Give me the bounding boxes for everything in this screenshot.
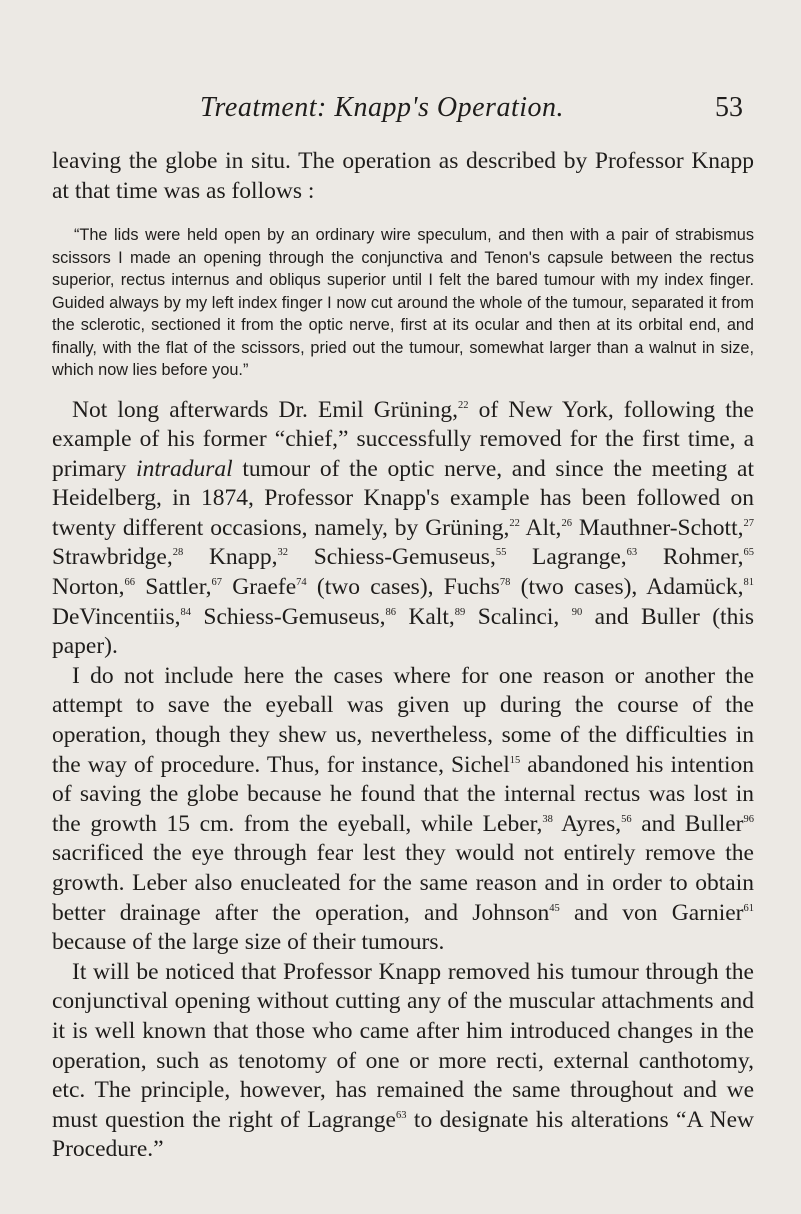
text-run: sacrificed the eye through fear lest they would not entirely remove the growth. Leber also enucleated for the same reason and in order to obtain better drainage after the operation, and Johnson bbox=[52, 840, 754, 926]
text-run: It will be noticed that Professor Knapp removed his tumour through the conjunctival opening without cutting any of the muscular attachments and it is well known that those who came after him introduced changes in the operation, such as tenotomy of one or more recti, external canthotomy, etc. The principle, however, has remained the same throughout and we must question the right of Lagrange bbox=[52, 958, 754, 1133]
text-run: tumour of the optic nerve, and since the meeting at Heidelberg, in 1874, Professor Knapp's example has been followed on twenty different occasions, namely, by Grüning, bbox=[52, 455, 754, 541]
paragraph-abandoned-cases bbox=[52, 662, 754, 958]
reference-marker: 96 bbox=[743, 813, 755, 825]
text-run: Schiess-Gemuseus, bbox=[190, 603, 386, 630]
text-run: because of the large size of their tumours. bbox=[52, 929, 445, 956]
reference-marker: 84 bbox=[180, 606, 191, 618]
text-run: Mauthner-Schott, bbox=[571, 514, 744, 541]
reference-marker: 28 bbox=[172, 547, 184, 559]
text-run: (two cases), Fuchs bbox=[306, 574, 500, 601]
reference-marker: 78 bbox=[499, 577, 511, 589]
reference-marker: 38 bbox=[542, 813, 553, 825]
text-run: Norton, bbox=[52, 574, 125, 601]
reference-marker: 86 bbox=[385, 606, 397, 618]
text-run: and Buller bbox=[631, 810, 744, 837]
text-run: Not long afterwards Dr. Emil Grüning, bbox=[72, 396, 458, 423]
lead-paragraph bbox=[52, 146, 754, 206]
reference-marker: 63 bbox=[626, 547, 638, 559]
reference-marker: 81 bbox=[743, 577, 754, 589]
reference-marker: 63 bbox=[395, 1109, 407, 1121]
text-run: to designate his alterations “A New Procedure.” bbox=[52, 1106, 754, 1163]
paragraph-procedure bbox=[52, 958, 754, 1165]
italic-term: intradural bbox=[136, 455, 233, 482]
reference-marker: 22 bbox=[457, 399, 469, 411]
text-run: of New York, following the example of his former “chief,” successfully removed for the first time, a primary bbox=[52, 396, 754, 482]
reference-marker: 22 bbox=[509, 518, 520, 530]
reference-marker: 26 bbox=[561, 518, 572, 530]
paragraph-cases bbox=[52, 396, 754, 662]
text-run: Rohmer, bbox=[637, 544, 744, 571]
reference-marker: 89 bbox=[454, 606, 466, 618]
knapp-quotation bbox=[52, 224, 754, 382]
page-header bbox=[0, 92, 801, 132]
text-run: Lagrange, bbox=[506, 544, 627, 571]
text-run: Graefe bbox=[221, 574, 297, 601]
reference-marker: 55 bbox=[495, 547, 507, 559]
page-number: 53 bbox=[715, 92, 743, 123]
reference-marker: 15 bbox=[509, 754, 521, 766]
text-run: DeVincentiis, bbox=[52, 603, 181, 630]
text-run: Kalt, bbox=[396, 603, 455, 630]
lead-text: leaving the globe in situ. The operation as described by Professor Knapp at that time was as follows : bbox=[52, 148, 754, 204]
text-run: Strawbridge, bbox=[52, 544, 173, 571]
text-run: (two cases), Adamück, bbox=[510, 574, 744, 601]
reference-marker: 90 bbox=[571, 606, 583, 618]
quote-text: “The lids were held open by an ordinary wire speculum, and then with a pair of strabismus scissors I made an opening through the conjunctiva and Tenon's capsule between the rectus superior, rectus internus and obliqus superior until I felt the bared tumour with my index finger. Guided always by my left index finger I now cut around the whole of the tumour, separated it from the sclerotic, sectioned it from the optic nerve, first at its ocular and then at its orbital end, and finally, with the flat of the scissors, pried out the tumour, somewhat larger than a walnut in size, which now lies before you.” bbox=[52, 226, 754, 379]
reference-marker: 56 bbox=[621, 813, 632, 825]
reference-marker: 32 bbox=[277, 547, 288, 559]
text-run: and von Garnier bbox=[559, 899, 744, 926]
reference-marker: 45 bbox=[549, 902, 560, 914]
page-text bbox=[52, 146, 754, 1165]
reference-marker: 27 bbox=[743, 518, 754, 530]
text-run: Scalinci, bbox=[465, 603, 572, 630]
reference-marker: 61 bbox=[743, 902, 754, 914]
reference-marker: 74 bbox=[296, 577, 307, 589]
reference-marker: 65 bbox=[743, 547, 754, 559]
reference-marker: 66 bbox=[124, 577, 135, 589]
text-run: Schiess-Gemuseus, bbox=[288, 544, 496, 571]
text-run: Knapp, bbox=[183, 544, 278, 571]
running-head: Treatment: Knapp's Operation. bbox=[200, 92, 565, 123]
reference-marker: 67 bbox=[211, 577, 222, 589]
text-run: abandoned his intention of saving the globe because he found that the internal rectus was lost in the growth 15 cm. from the eyeball, while Leber, bbox=[52, 751, 755, 837]
text-run: and Buller (this paper). bbox=[52, 603, 755, 660]
text-run: I do not include here the cases where for one reason or another the attempt to save the eyeball was given up during the course of the operation, though they shew us, nevertheless, some of the difficulties in the way of procedure. Thus, for instance, Sichel bbox=[52, 662, 754, 778]
text-run: Ayres, bbox=[552, 810, 622, 837]
text-run: Sattler, bbox=[134, 574, 212, 601]
text-run: Alt, bbox=[519, 514, 562, 541]
